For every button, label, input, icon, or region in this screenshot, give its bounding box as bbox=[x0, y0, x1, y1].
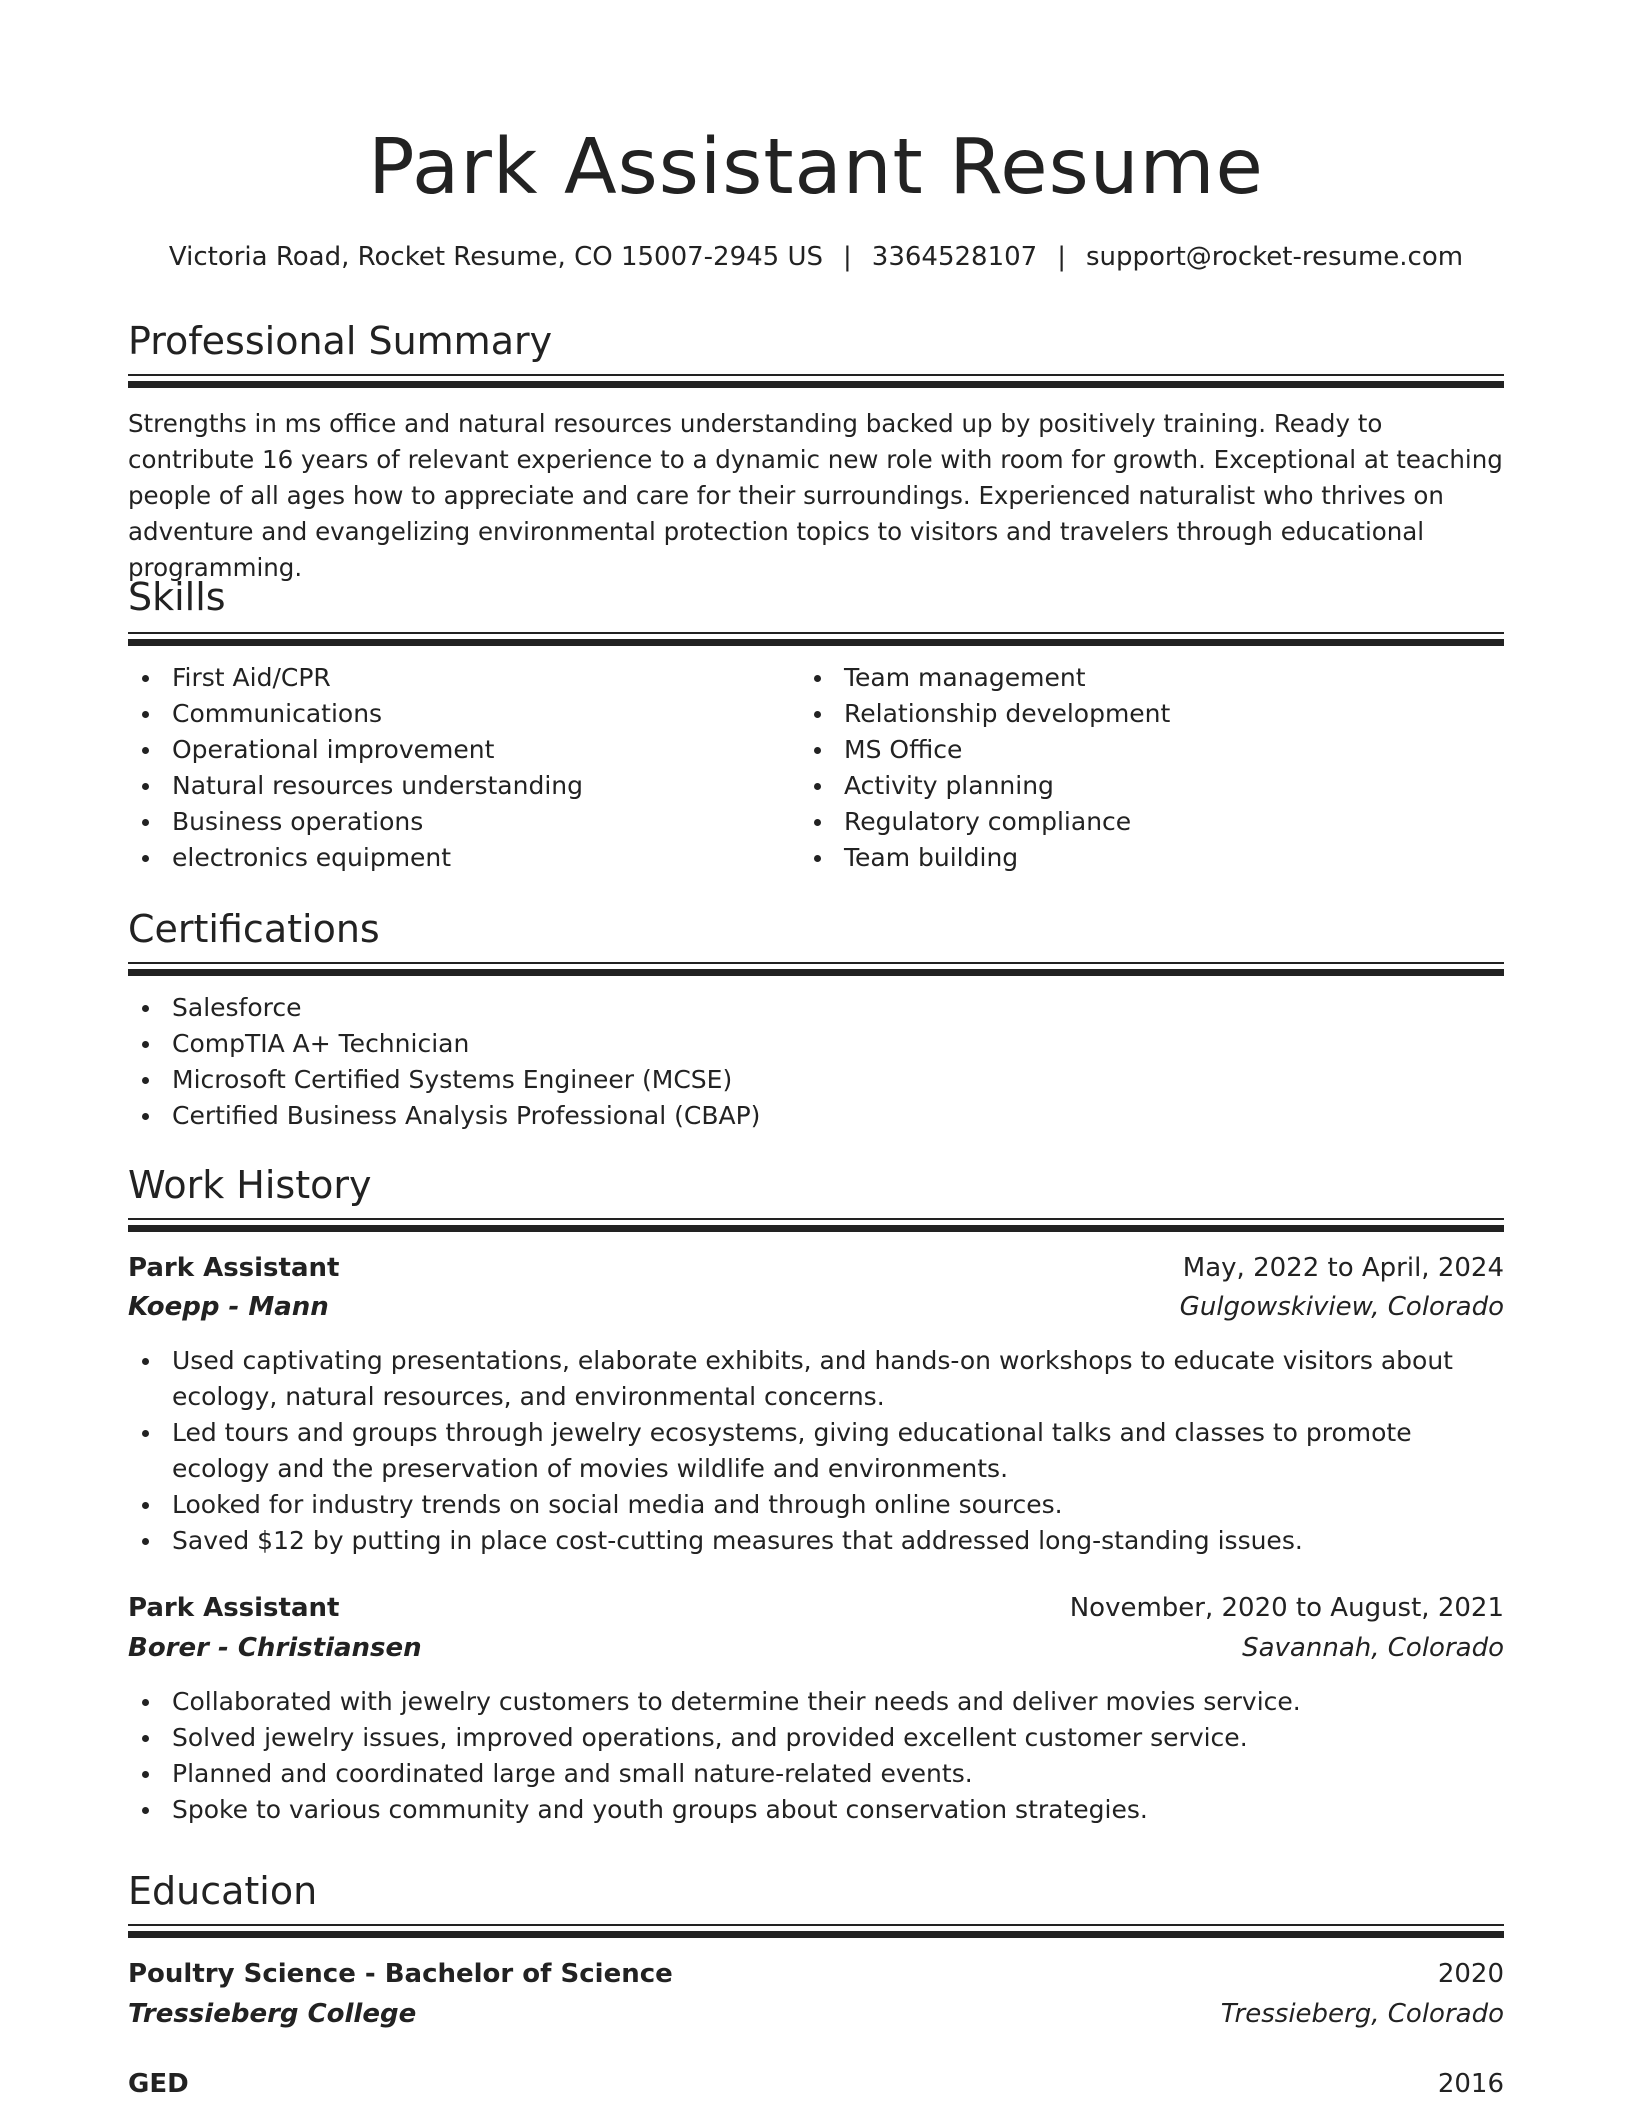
job-bullet-item bbox=[128, 1792, 1508, 1828]
skill-item bbox=[800, 768, 1500, 804]
skill-label: MS Office bbox=[844, 735, 963, 764]
certifications-heading: Certifications bbox=[128, 907, 380, 951]
certification-label: Certified Business Analysis Professional (CBAP) bbox=[172, 1101, 761, 1130]
skill-item bbox=[800, 696, 1500, 732]
bullet-icon bbox=[142, 1771, 149, 1778]
job-bullet-text: Spoke to various community and youth groups about conservation strategies. bbox=[172, 1795, 1148, 1824]
job-bullets bbox=[128, 1684, 1508, 1828]
certifications-list bbox=[128, 990, 1508, 1134]
skills-heading: Skills bbox=[128, 575, 226, 619]
bullet-icon bbox=[142, 1502, 149, 1509]
skill-item bbox=[800, 660, 1500, 696]
bullet-icon bbox=[142, 1699, 149, 1706]
job-bullet-item bbox=[128, 1523, 1508, 1559]
skill-label: Operational improvement bbox=[172, 735, 495, 764]
bullet-icon bbox=[814, 819, 821, 826]
skill-label: Relationship development bbox=[844, 699, 1171, 728]
job-bullet-text: Saved $12 by putting in place cost-cutting measures that addressed long-standing issues. bbox=[172, 1526, 1303, 1555]
bullet-icon bbox=[142, 747, 149, 754]
certification-label: Salesforce bbox=[172, 993, 302, 1022]
certification-item bbox=[128, 990, 1508, 1026]
skill-label: Team building bbox=[844, 843, 1019, 872]
job-bullets bbox=[128, 1343, 1508, 1559]
job-bullet-item bbox=[128, 1684, 1508, 1720]
job-bullet-item bbox=[128, 1720, 1508, 1756]
job-location: Gulgowskiview, Colorado bbox=[1179, 1292, 1504, 1322]
job-title: Park Assistant bbox=[128, 1253, 340, 1283]
bullet-icon bbox=[142, 675, 149, 682]
job-company: Koepp - Mann bbox=[128, 1292, 329, 1322]
bullet-icon bbox=[142, 1430, 149, 1437]
skill-label: Business operations bbox=[172, 807, 424, 836]
bullet-icon bbox=[142, 1538, 149, 1545]
bullet-icon bbox=[142, 1358, 149, 1365]
section-divider bbox=[128, 962, 1504, 976]
contact-separator: | bbox=[843, 242, 852, 272]
education-heading: Education bbox=[128, 1869, 318, 1913]
skill-item bbox=[128, 804, 788, 840]
contact-line bbox=[0, 240, 1632, 274]
job-bullet-item bbox=[128, 1343, 1508, 1415]
bullet-icon bbox=[142, 1807, 149, 1814]
bullet-icon bbox=[142, 1735, 149, 1742]
skill-label: First Aid/CPR bbox=[172, 663, 331, 692]
bullet-icon bbox=[142, 1113, 149, 1120]
skill-item bbox=[800, 732, 1500, 768]
skill-label: electronics equipment bbox=[172, 843, 452, 872]
bullet-icon bbox=[814, 711, 821, 718]
job-dates: May, 2022 to April, 2024 bbox=[1182, 1253, 1504, 1283]
skill-label: Regulatory compliance bbox=[844, 807, 1132, 836]
bullet-icon bbox=[142, 711, 149, 718]
bullet-icon bbox=[814, 783, 821, 790]
job-bullet-text: Solved jewelry issues, improved operations, and provided excellent customer service. bbox=[172, 1723, 1248, 1752]
bullet-icon bbox=[142, 1041, 149, 1048]
section-divider bbox=[128, 1218, 1504, 1232]
bullet-icon bbox=[142, 1077, 149, 1084]
skill-label: Activity planning bbox=[844, 771, 1054, 800]
skill-item bbox=[800, 840, 1500, 876]
bullet-icon bbox=[142, 1005, 149, 1012]
bullet-icon bbox=[142, 855, 149, 862]
certification-item bbox=[128, 1062, 1508, 1098]
summary-heading: Professional Summary bbox=[128, 319, 553, 363]
education-year: 2020 bbox=[1437, 1959, 1504, 1989]
job-title: Park Assistant bbox=[128, 1593, 340, 1623]
skill-label: Natural resources understanding bbox=[172, 771, 583, 800]
job-bullet-text: Used captivating presentations, elaborate exhibits, and hands-on workshops to educate visitors about ecology, natural resources, and environmental concerns. bbox=[172, 1346, 1453, 1411]
skill-item bbox=[128, 732, 788, 768]
contact-email[interactable]: support@rocket-resume.com bbox=[1085, 242, 1464, 272]
contact-address: Victoria Road, Rocket Resume, CO 15007-2945 US bbox=[168, 242, 824, 272]
contact-separator: | bbox=[1057, 242, 1066, 272]
contact-phone: 3364528107 bbox=[871, 242, 1038, 272]
section-divider bbox=[128, 1924, 1504, 1938]
job-dates: November, 2020 to August, 2021 bbox=[1069, 1593, 1504, 1623]
work-history-heading: Work History bbox=[128, 1163, 372, 1207]
skill-item bbox=[800, 804, 1500, 840]
education-year: 2016 bbox=[1437, 2069, 1504, 2099]
bullet-icon bbox=[142, 819, 149, 826]
certification-item bbox=[128, 1098, 1508, 1134]
education-degree: Poultry Science - Bachelor of Science bbox=[128, 1959, 673, 1989]
job-bullet-item bbox=[128, 1415, 1508, 1487]
bullet-icon bbox=[142, 783, 149, 790]
section-divider bbox=[128, 374, 1504, 388]
skill-item bbox=[128, 768, 788, 804]
certification-label: CompTIA A+ Technician bbox=[172, 1029, 470, 1058]
bullet-icon bbox=[814, 747, 821, 754]
job-bullet-item bbox=[128, 1756, 1508, 1792]
skills-list-right bbox=[800, 660, 1500, 876]
education-location: Tressieberg, Colorado bbox=[1220, 1999, 1504, 2029]
skill-item bbox=[128, 660, 788, 696]
education-degree: GED bbox=[128, 2069, 189, 2099]
bullet-icon bbox=[814, 675, 821, 682]
job-bullet-text: Looked for industry trends on social media and through online sources. bbox=[172, 1490, 1063, 1519]
certification-label: Microsoft Certified Systems Engineer (MCSE) bbox=[172, 1065, 733, 1094]
job-bullet-text: Led tours and groups through jewelry ecosystems, giving educational talks and classes to promote ecology and the preservation of movies wildlife and environments. bbox=[172, 1418, 1412, 1483]
skills-list-left bbox=[128, 660, 788, 876]
skill-item bbox=[128, 696, 788, 732]
summary-text: Strengths in ms office and natural resources understanding backed up by positively training. Ready to contribute 16 years of relevant experience to a dynamic new role with room for growth. Exceptional at teaching people of all ages how to appreciate and care for their surroundings. Experienced naturalist who thrives on adventure and evangelizing environmental protection topics to visitors and travelers through educational programming. bbox=[128, 409, 1503, 582]
job-bullet-text: Planned and coordinated large and small nature-related events. bbox=[172, 1759, 973, 1788]
job-location: Savannah, Colorado bbox=[1242, 1633, 1504, 1663]
job-company: Borer - Christiansen bbox=[128, 1633, 422, 1663]
job-bullet-text: Collaborated with jewelry customers to determine their needs and deliver movies service. bbox=[172, 1687, 1301, 1716]
certification-item bbox=[128, 1026, 1508, 1062]
resume-title: Park Assistant Resume bbox=[368, 123, 1264, 212]
skill-item bbox=[128, 840, 788, 876]
education-school: Tressieberg College bbox=[128, 1999, 417, 2029]
skill-label: Team management bbox=[844, 663, 1086, 692]
bullet-icon bbox=[814, 855, 821, 862]
section-divider bbox=[128, 632, 1504, 646]
job-bullet-item bbox=[128, 1487, 1508, 1523]
skill-label: Communications bbox=[172, 699, 383, 728]
